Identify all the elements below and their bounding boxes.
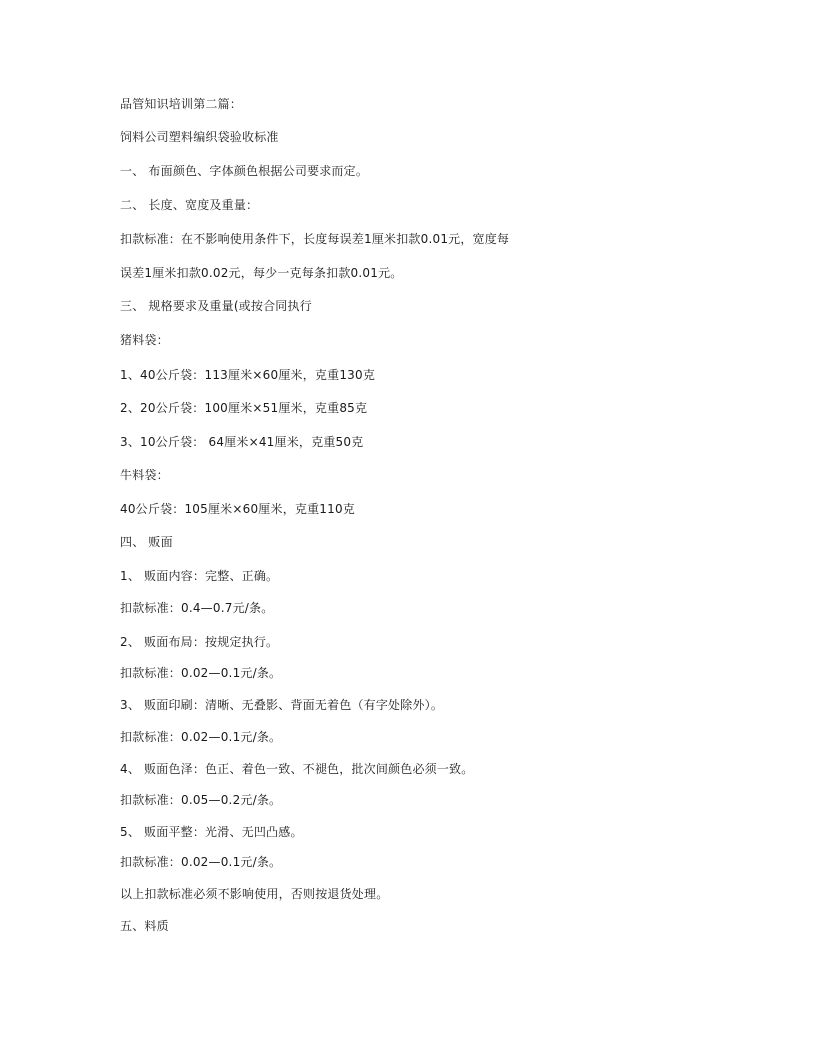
paragraph-line: 误差1厘米扣款0.02元，每少一克每条扣款0.01元。 (120, 266, 403, 280)
section-heading: 三、 规格要求及重量(或按合同执行 (120, 299, 312, 313)
list-item: 40公斤袋：105厘米×60厘米，克重110克 (120, 502, 356, 516)
section-heading: 二、 长度、宽度及重量： (120, 198, 259, 212)
list-item: 4、 贩面色泽：色正、着色一致、不褪色，批次间颜色必须一致。 (120, 762, 474, 776)
deduction-standard: 扣款标准：0.4—0.7元/条。 (120, 601, 274, 615)
list-item: 1、 贩面内容：完整、正确。 (120, 569, 279, 583)
deduction-standard: 扣款标准：0.02—0.1元/条。 (120, 855, 282, 869)
list-item: 2、20公斤袋：100厘米×51厘米，克重85克 (120, 401, 368, 415)
document-title: 品管知识培训第二篇： (120, 97, 243, 111)
list-item: 2、 贩面布局：按规定执行。 (120, 635, 279, 649)
paragraph-line: 扣款标准：在不影响使用条件下，长度每误差1厘米扣款0.01元，宽度每 (120, 232, 510, 246)
subheading: 牛料袋： (120, 468, 169, 482)
deduction-standard: 扣款标准：0.02—0.1元/条。 (120, 730, 282, 744)
deduction-standard: 扣款标准：0.05—0.2元/条。 (120, 793, 282, 807)
section-heading: 五、料质 (120, 919, 169, 933)
section-heading: 四、 贩面 (120, 535, 173, 549)
list-item: 3、10公斤袋： 64厘米×41厘米，克重50克 (120, 435, 364, 449)
paragraph-line: 以上扣款标准必须不影响使用，否则按退货处理。 (120, 887, 389, 901)
document-subtitle: 饲料公司塑料编织袋验收标准 (120, 130, 279, 144)
deduction-standard: 扣款标准：0.02—0.1元/条。 (120, 666, 282, 680)
list-item: 5、 贩面平整：光滑、无凹凸感。 (120, 825, 303, 839)
list-item: 1、40公斤袋：113厘米×60厘米，克重130克 (120, 368, 376, 382)
subheading: 猪料袋： (120, 333, 169, 347)
list-item: 3、 贩面印刷：清晰、无叠影、背面无着色（有字处除外）。 (120, 698, 444, 712)
section-heading: 一、 布面颜色、字体颜色根据公司要求而定。 (120, 164, 369, 178)
